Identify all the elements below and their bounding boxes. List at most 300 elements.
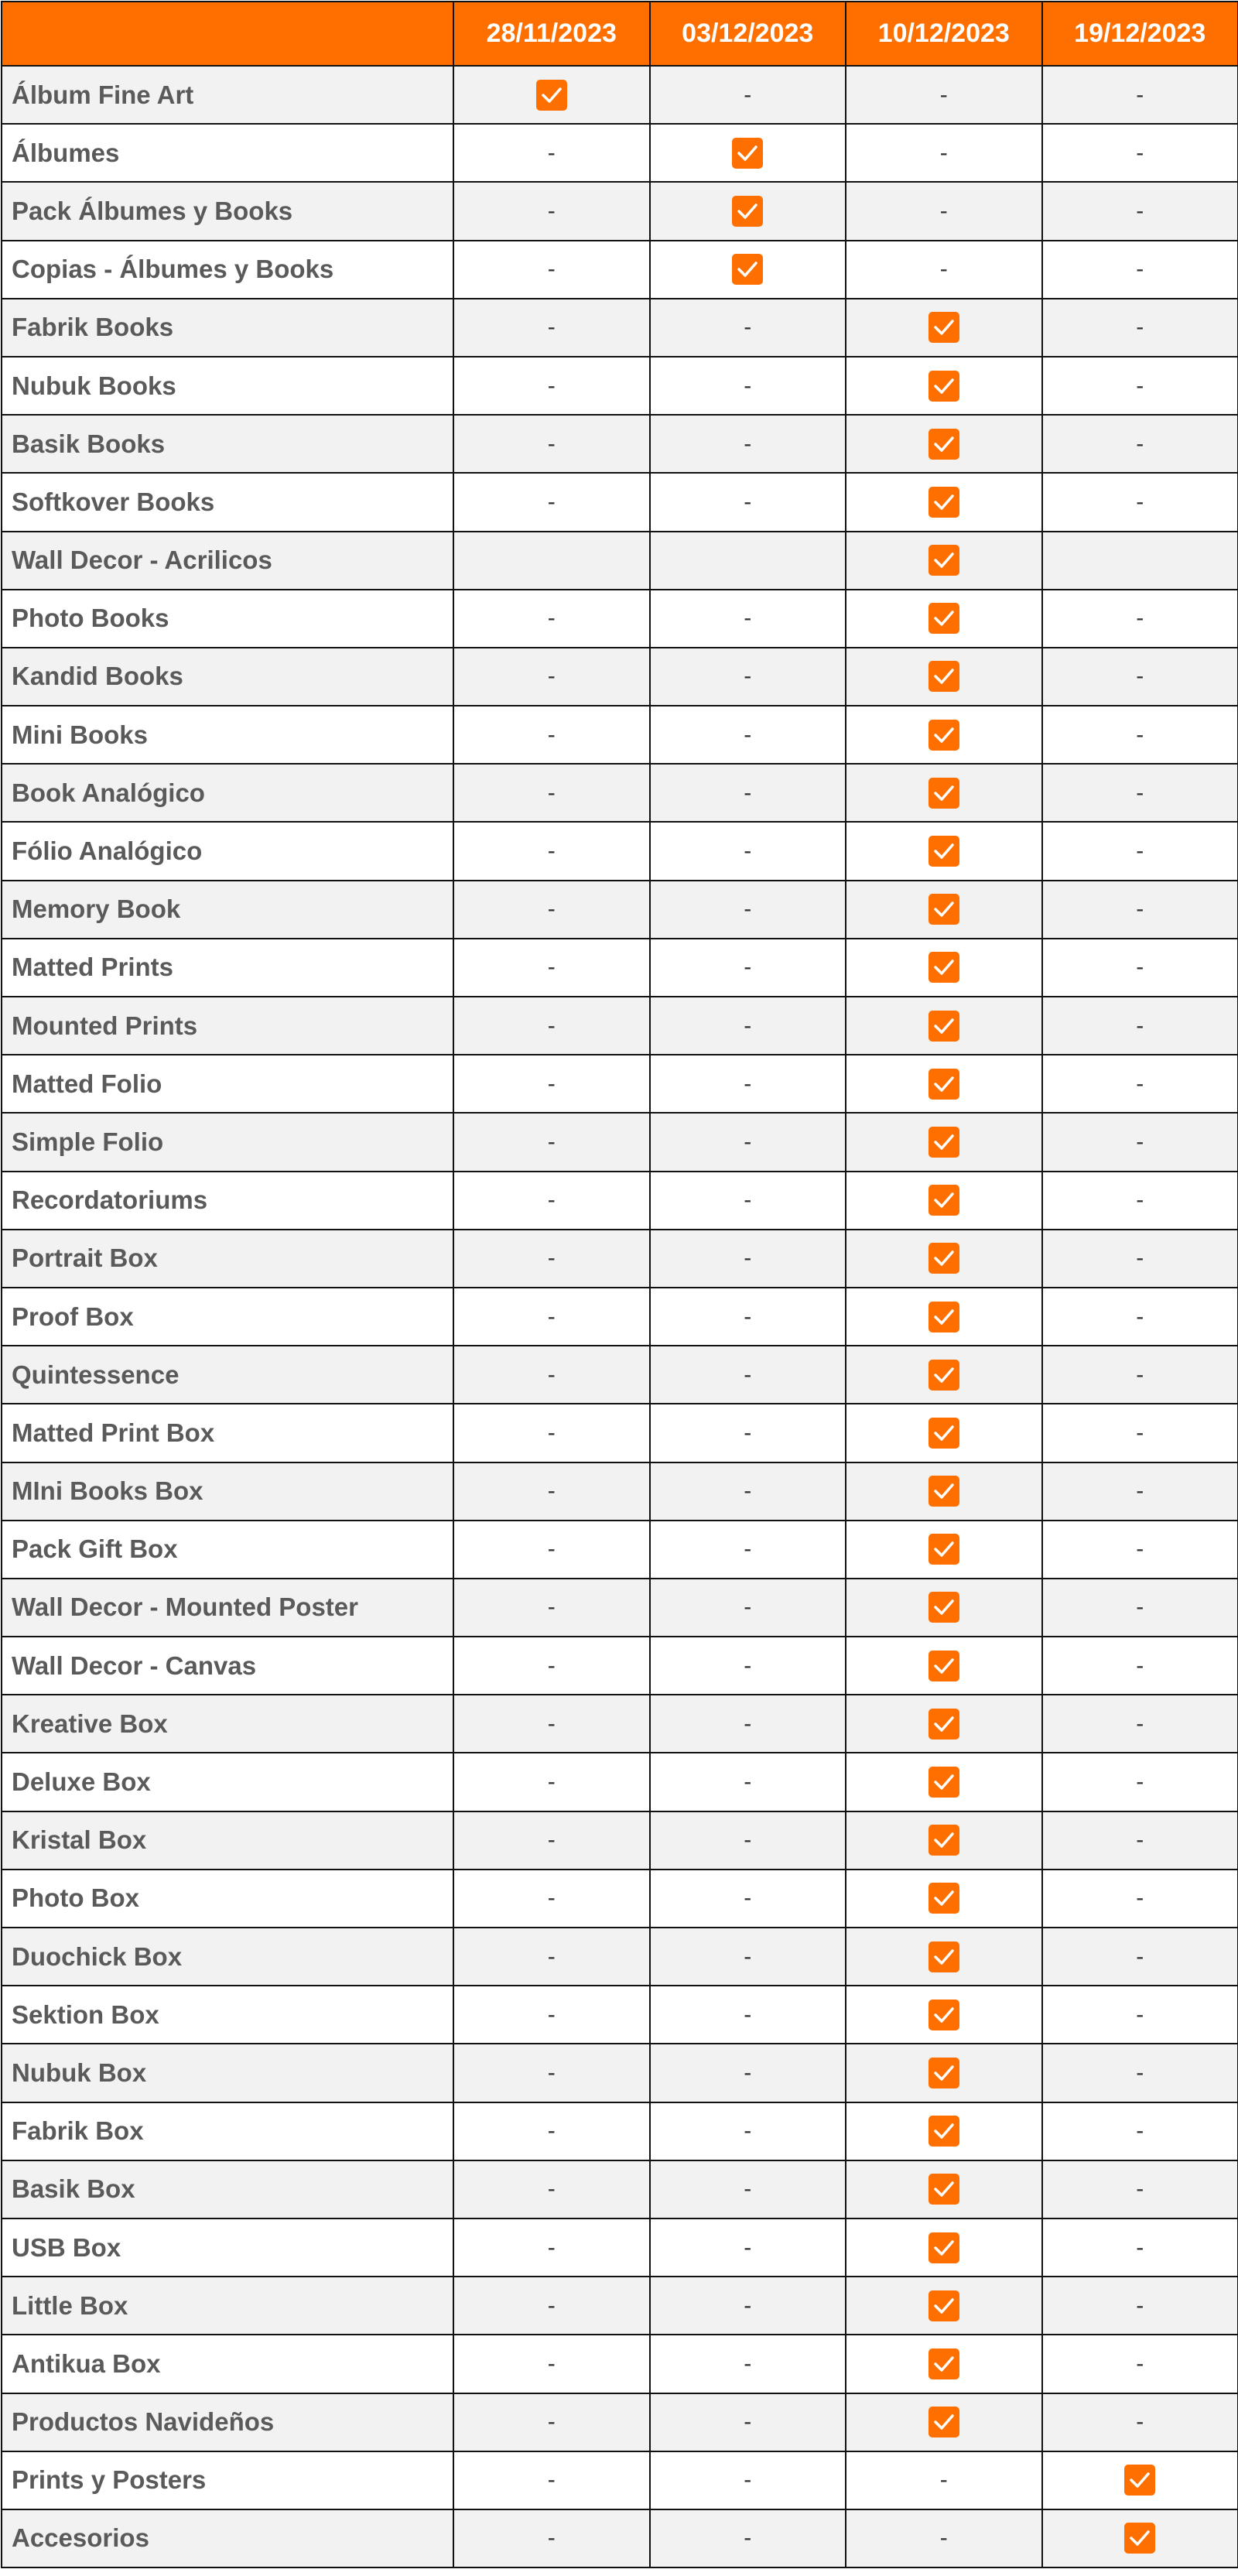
status-cell: - (453, 1230, 650, 1288)
status-cell: - (650, 1811, 846, 1870)
product-name: Mini Books (2, 706, 453, 764)
product-name: Productos Navideños (2, 2393, 453, 2451)
checkmark-icon (536, 80, 567, 111)
status-cell: - (650, 2044, 846, 2102)
status-cell: - (453, 241, 650, 299)
table-row (2, 1462, 1238, 1521)
status-cell: - (453, 764, 650, 822)
table-row (2, 1172, 1238, 1230)
check-cell (846, 939, 1042, 997)
status-cell: - (453, 2509, 650, 2567)
checkmark-icon (929, 1476, 959, 1507)
checkmark-icon (929, 1767, 959, 1798)
status-cell: - (453, 2102, 650, 2160)
status-cell: - (453, 1521, 650, 1579)
product-name: Wall Decor - Mounted Poster (2, 1579, 453, 1637)
checkmark-icon (929, 1243, 959, 1274)
check-cell (846, 357, 1042, 415)
status-cell: - (650, 1288, 846, 1346)
product-name: Álbum Fine Art (2, 66, 453, 124)
status-cell: - (453, 1288, 650, 1346)
product-name: Mounted Prints (2, 997, 453, 1055)
checkmark-icon (1124, 2523, 1155, 2554)
status-cell: - (453, 473, 650, 531)
status-cell: - (453, 997, 650, 1055)
product-name: Duochick Box (2, 1928, 453, 1986)
product-name: Book Analógico (2, 764, 453, 822)
checkmark-icon (732, 254, 763, 285)
check-cell (846, 1113, 1042, 1171)
checkmark-icon (732, 196, 763, 227)
checkmark-icon (929, 2174, 959, 2205)
checkmark-icon (929, 2116, 959, 2147)
product-name: Memory Book (2, 881, 453, 939)
status-cell: - (846, 241, 1042, 299)
status-cell: - (1042, 1288, 1238, 1346)
checkmark-icon (929, 1534, 959, 1565)
product-name: Pack Álbumes y Books (2, 182, 453, 240)
check-cell (453, 66, 650, 124)
status-cell: - (453, 1870, 650, 1928)
check-cell (846, 1462, 1042, 1521)
status-cell: - (650, 1695, 846, 1753)
check-cell (846, 997, 1042, 1055)
check-cell (846, 590, 1042, 648)
check-cell (846, 299, 1042, 357)
product-name: Wall Decor - Acrilicos (2, 532, 453, 590)
status-cell: - (1042, 648, 1238, 706)
status-cell: - (1042, 1753, 1238, 1811)
status-cell: - (1042, 1113, 1238, 1171)
check-cell (650, 241, 846, 299)
header-row (2, 2, 1238, 66)
status-cell: - (1042, 1695, 1238, 1753)
product-schedule-table (1, 1, 1238, 2568)
product-name: Matted Folio (2, 1055, 453, 1113)
checkmark-icon (929, 1127, 959, 1158)
checkmark-icon (929, 1941, 959, 1972)
checkmark-icon (929, 720, 959, 751)
product-name: Accesorios (2, 2509, 453, 2567)
status-cell: - (453, 881, 650, 939)
checkmark-icon (929, 894, 959, 925)
product-name: Kandid Books (2, 648, 453, 706)
status-cell: - (650, 764, 846, 822)
checkmark-icon (929, 1185, 959, 1216)
status-cell: - (650, 1637, 846, 1695)
status-cell: - (650, 706, 846, 764)
product-name: Copias - Álbumes y Books (2, 241, 453, 299)
table-row (2, 1346, 1238, 1404)
product-name: Matted Prints (2, 939, 453, 997)
checkmark-icon (929, 1011, 959, 1042)
table-row (2, 2451, 1238, 2509)
check-cell (846, 415, 1042, 473)
table-header (2, 2, 1238, 66)
product-name: Basik Box (2, 2160, 453, 2219)
status-cell: - (650, 2219, 846, 2277)
status-cell: - (650, 2451, 846, 2509)
checkmark-icon (929, 1651, 959, 1681)
table-row (2, 1404, 1238, 1462)
status-cell: - (1042, 1521, 1238, 1579)
status-cell: - (453, 415, 650, 473)
status-cell: - (453, 124, 650, 182)
status-cell: - (650, 1113, 846, 1171)
status-cell: - (846, 2509, 1042, 2567)
table-row (2, 1870, 1238, 1928)
check-cell (846, 2393, 1042, 2451)
status-cell: - (650, 648, 846, 706)
status-cell: - (1042, 182, 1238, 240)
table-row (2, 939, 1238, 997)
product-name: Portrait Box (2, 1230, 453, 1288)
status-cell: - (453, 1404, 650, 1462)
status-cell: - (650, 1404, 846, 1462)
status-cell: - (1042, 1462, 1238, 1521)
table-row (2, 1753, 1238, 1811)
product-name: Pack Gift Box (2, 1521, 453, 1579)
status-cell: - (650, 1870, 846, 1928)
check-cell (846, 2335, 1042, 2393)
status-cell: - (1042, 1870, 1238, 1928)
status-cell: - (453, 1346, 650, 1404)
status-cell: - (453, 182, 650, 240)
table-row (2, 1986, 1238, 2044)
status-cell: - (453, 2335, 650, 2393)
table-row (2, 590, 1238, 648)
product-name: Proof Box (2, 1288, 453, 1346)
checkmark-icon (1124, 2465, 1155, 2496)
product-name: Photo Books (2, 590, 453, 648)
status-cell: - (1042, 357, 1238, 415)
check-cell (846, 1579, 1042, 1637)
status-cell: - (650, 822, 846, 880)
table-row (2, 1230, 1238, 1288)
status-cell: - (650, 415, 846, 473)
product-name: Antikua Box (2, 2335, 453, 2393)
checkmark-icon (929, 2058, 959, 2089)
status-cell: - (1042, 1986, 1238, 2044)
checkmark-icon (929, 2407, 959, 2437)
table-row (2, 764, 1238, 822)
product-name: Kristal Box (2, 1811, 453, 1870)
check-cell (846, 1172, 1042, 1230)
check-cell (846, 532, 1042, 590)
checkmark-icon (929, 1360, 959, 1391)
date-column-header: 10/12/2023 (846, 2, 1042, 66)
status-cell: - (650, 1579, 846, 1637)
checkmark-icon (929, 1069, 959, 1100)
table-row (2, 2219, 1238, 2277)
table-row (2, 532, 1238, 590)
status-cell: - (650, 2335, 846, 2393)
product-name: Nubuk Box (2, 2044, 453, 2102)
product-name: Little Box (2, 2277, 453, 2335)
status-cell: - (650, 2393, 846, 2451)
table-row (2, 2393, 1238, 2451)
status-cell: - (453, 1462, 650, 1521)
checkmark-icon (929, 2232, 959, 2263)
check-cell (846, 1521, 1042, 1579)
table-row (2, 1288, 1238, 1346)
status-cell: - (453, 299, 650, 357)
status-cell: - (1042, 1928, 1238, 1986)
status-cell: - (650, 1928, 846, 1986)
product-name: MIni Books Box (2, 1462, 453, 1521)
status-cell: - (1042, 1404, 1238, 1462)
status-cell: - (1042, 473, 1238, 531)
checkmark-icon (929, 1883, 959, 1914)
product-name: Fabrik Books (2, 299, 453, 357)
check-cell (650, 182, 846, 240)
product-name: Fólio Analógico (2, 822, 453, 880)
status-cell: - (453, 2044, 650, 2102)
status-cell: - (453, 2393, 650, 2451)
product-name: Sektion Box (2, 1986, 453, 2044)
status-cell: - (1042, 2393, 1238, 2451)
status-cell: - (1042, 881, 1238, 939)
table-row (2, 299, 1238, 357)
check-cell (846, 764, 1042, 822)
table-row (2, 473, 1238, 531)
check-cell (846, 1288, 1042, 1346)
checkmark-icon (929, 1302, 959, 1332)
status-cell: - (453, 1637, 650, 1695)
table-row (2, 66, 1238, 124)
table-row (2, 1811, 1238, 1870)
table-row (2, 124, 1238, 182)
product-name: Deluxe Box (2, 1753, 453, 1811)
table-row (2, 2102, 1238, 2160)
check-cell (846, 822, 1042, 880)
checkmark-icon (929, 1825, 959, 1856)
status-cell: - (846, 2451, 1042, 2509)
checkmark-icon (929, 487, 959, 518)
status-cell: - (1042, 2044, 1238, 2102)
check-cell (846, 1928, 1042, 1986)
table-body (2, 66, 1238, 2567)
status-cell: - (650, 1172, 846, 1230)
status-cell (1042, 532, 1238, 590)
status-cell: - (1042, 66, 1238, 124)
status-cell: - (1042, 1346, 1238, 1404)
status-cell: - (650, 1346, 846, 1404)
status-cell: - (650, 2102, 846, 2160)
header-corner (2, 2, 453, 66)
checkmark-icon (929, 312, 959, 343)
status-cell: - (650, 1462, 846, 1521)
checkmark-icon (929, 545, 959, 576)
status-cell: - (1042, 590, 1238, 648)
status-cell: - (1042, 124, 1238, 182)
table-row (2, 2277, 1238, 2335)
status-cell: - (1042, 1055, 1238, 1113)
table-row (2, 182, 1238, 240)
checkmark-icon (929, 661, 959, 692)
check-cell (846, 1404, 1042, 1462)
checkmark-icon (929, 2000, 959, 2030)
status-cell: - (650, 1521, 846, 1579)
status-cell: - (650, 357, 846, 415)
status-cell: - (1042, 764, 1238, 822)
product-name: Álbumes (2, 124, 453, 182)
product-name: Photo Box (2, 1870, 453, 1928)
product-name: Matted Print Box (2, 1404, 453, 1462)
status-cell: - (846, 124, 1042, 182)
check-cell (846, 2160, 1042, 2219)
status-cell: - (650, 997, 846, 1055)
status-cell: - (1042, 2160, 1238, 2219)
status-cell: - (650, 1753, 846, 1811)
status-cell: - (453, 1695, 650, 1753)
table-row (2, 1055, 1238, 1113)
status-cell: - (453, 357, 650, 415)
status-cell: - (846, 182, 1042, 240)
status-cell: - (650, 2160, 846, 2219)
table-row (2, 706, 1238, 764)
product-name: Wall Decor - Canvas (2, 1637, 453, 1695)
status-cell: - (1042, 1172, 1238, 1230)
table-row (2, 1521, 1238, 1579)
checkmark-icon (929, 429, 959, 460)
status-cell: - (453, 648, 650, 706)
status-cell: - (650, 881, 846, 939)
status-cell: - (453, 1811, 650, 1870)
table-row (2, 415, 1238, 473)
date-column-header: 19/12/2023 (1042, 2, 1238, 66)
check-cell (846, 881, 1042, 939)
status-cell (650, 532, 846, 590)
table-row (2, 2509, 1238, 2567)
status-cell: - (453, 590, 650, 648)
checkmark-icon (929, 836, 959, 867)
status-cell: - (846, 66, 1042, 124)
checkmark-icon (929, 1418, 959, 1449)
status-cell: - (453, 1986, 650, 2044)
status-cell: - (1042, 1579, 1238, 1637)
status-cell: - (650, 2277, 846, 2335)
check-cell (846, 1695, 1042, 1753)
checkmark-icon (929, 2349, 959, 2379)
status-cell: - (453, 1055, 650, 1113)
checkmark-icon (929, 1592, 959, 1623)
status-cell: - (1042, 1230, 1238, 1288)
check-cell (846, 2044, 1042, 2102)
status-cell: - (453, 2277, 650, 2335)
date-column-header: 03/12/2023 (650, 2, 846, 66)
table-row (2, 822, 1238, 880)
checkmark-icon (929, 1709, 959, 1740)
check-cell (650, 124, 846, 182)
status-cell: - (1042, 299, 1238, 357)
product-name: Fabrik Box (2, 2102, 453, 2160)
status-cell: - (650, 1055, 846, 1113)
checkmark-icon (732, 138, 763, 169)
product-name: Nubuk Books (2, 357, 453, 415)
checkmark-icon (929, 2290, 959, 2321)
status-cell: - (453, 1113, 650, 1171)
status-cell: - (650, 590, 846, 648)
check-cell (846, 473, 1042, 531)
product-name: Prints y Posters (2, 2451, 453, 2509)
product-name: Kreative Box (2, 1695, 453, 1753)
check-cell (846, 2219, 1042, 2277)
check-cell (846, 1055, 1042, 1113)
checkmark-icon (929, 952, 959, 983)
check-cell (846, 1870, 1042, 1928)
product-name: Quintessence (2, 1346, 453, 1404)
check-cell (1042, 2509, 1238, 2567)
table-row (2, 1695, 1238, 1753)
table-row (2, 241, 1238, 299)
table-row (2, 881, 1238, 939)
table-row (2, 1637, 1238, 1695)
table-row (2, 2160, 1238, 2219)
check-cell (846, 1230, 1042, 1288)
table-row (2, 357, 1238, 415)
check-cell (846, 706, 1042, 764)
status-cell: - (1042, 2277, 1238, 2335)
status-cell: - (650, 939, 846, 997)
date-column-header: 28/11/2023 (453, 2, 650, 66)
table-row (2, 2335, 1238, 2393)
status-cell: - (453, 1579, 650, 1637)
status-cell: - (1042, 415, 1238, 473)
status-cell: - (1042, 241, 1238, 299)
check-cell (846, 2277, 1042, 2335)
check-cell (846, 1346, 1042, 1404)
status-cell: - (1042, 2219, 1238, 2277)
table-row (2, 997, 1238, 1055)
status-cell: - (453, 2219, 650, 2277)
table-row (2, 1579, 1238, 1637)
checkmark-icon (929, 603, 959, 634)
product-name: USB Box (2, 2219, 453, 2277)
status-cell: - (650, 2509, 846, 2567)
check-cell (846, 648, 1042, 706)
table-row (2, 1928, 1238, 1986)
status-cell: - (650, 299, 846, 357)
status-cell: - (453, 2451, 650, 2509)
status-cell: - (1042, 706, 1238, 764)
status-cell: - (1042, 822, 1238, 880)
status-cell: - (1042, 1637, 1238, 1695)
status-cell: - (1042, 939, 1238, 997)
product-name: Simple Folio (2, 1113, 453, 1171)
check-cell (846, 2102, 1042, 2160)
table-row (2, 648, 1238, 706)
product-name: Recordatoriums (2, 1172, 453, 1230)
product-name: Softkover Books (2, 473, 453, 531)
status-cell: - (650, 1230, 846, 1288)
status-cell (453, 532, 650, 590)
table-row (2, 2044, 1238, 2102)
status-cell: - (1042, 2102, 1238, 2160)
status-cell: - (453, 1753, 650, 1811)
status-cell: - (453, 1928, 650, 1986)
status-cell: - (453, 822, 650, 880)
status-cell: - (650, 66, 846, 124)
status-cell: - (650, 1986, 846, 2044)
check-cell (846, 1753, 1042, 1811)
status-cell: - (650, 473, 846, 531)
check-cell (846, 1811, 1042, 1870)
status-cell: - (1042, 2335, 1238, 2393)
status-cell: - (1042, 997, 1238, 1055)
status-cell: - (1042, 1811, 1238, 1870)
check-cell (846, 1637, 1042, 1695)
